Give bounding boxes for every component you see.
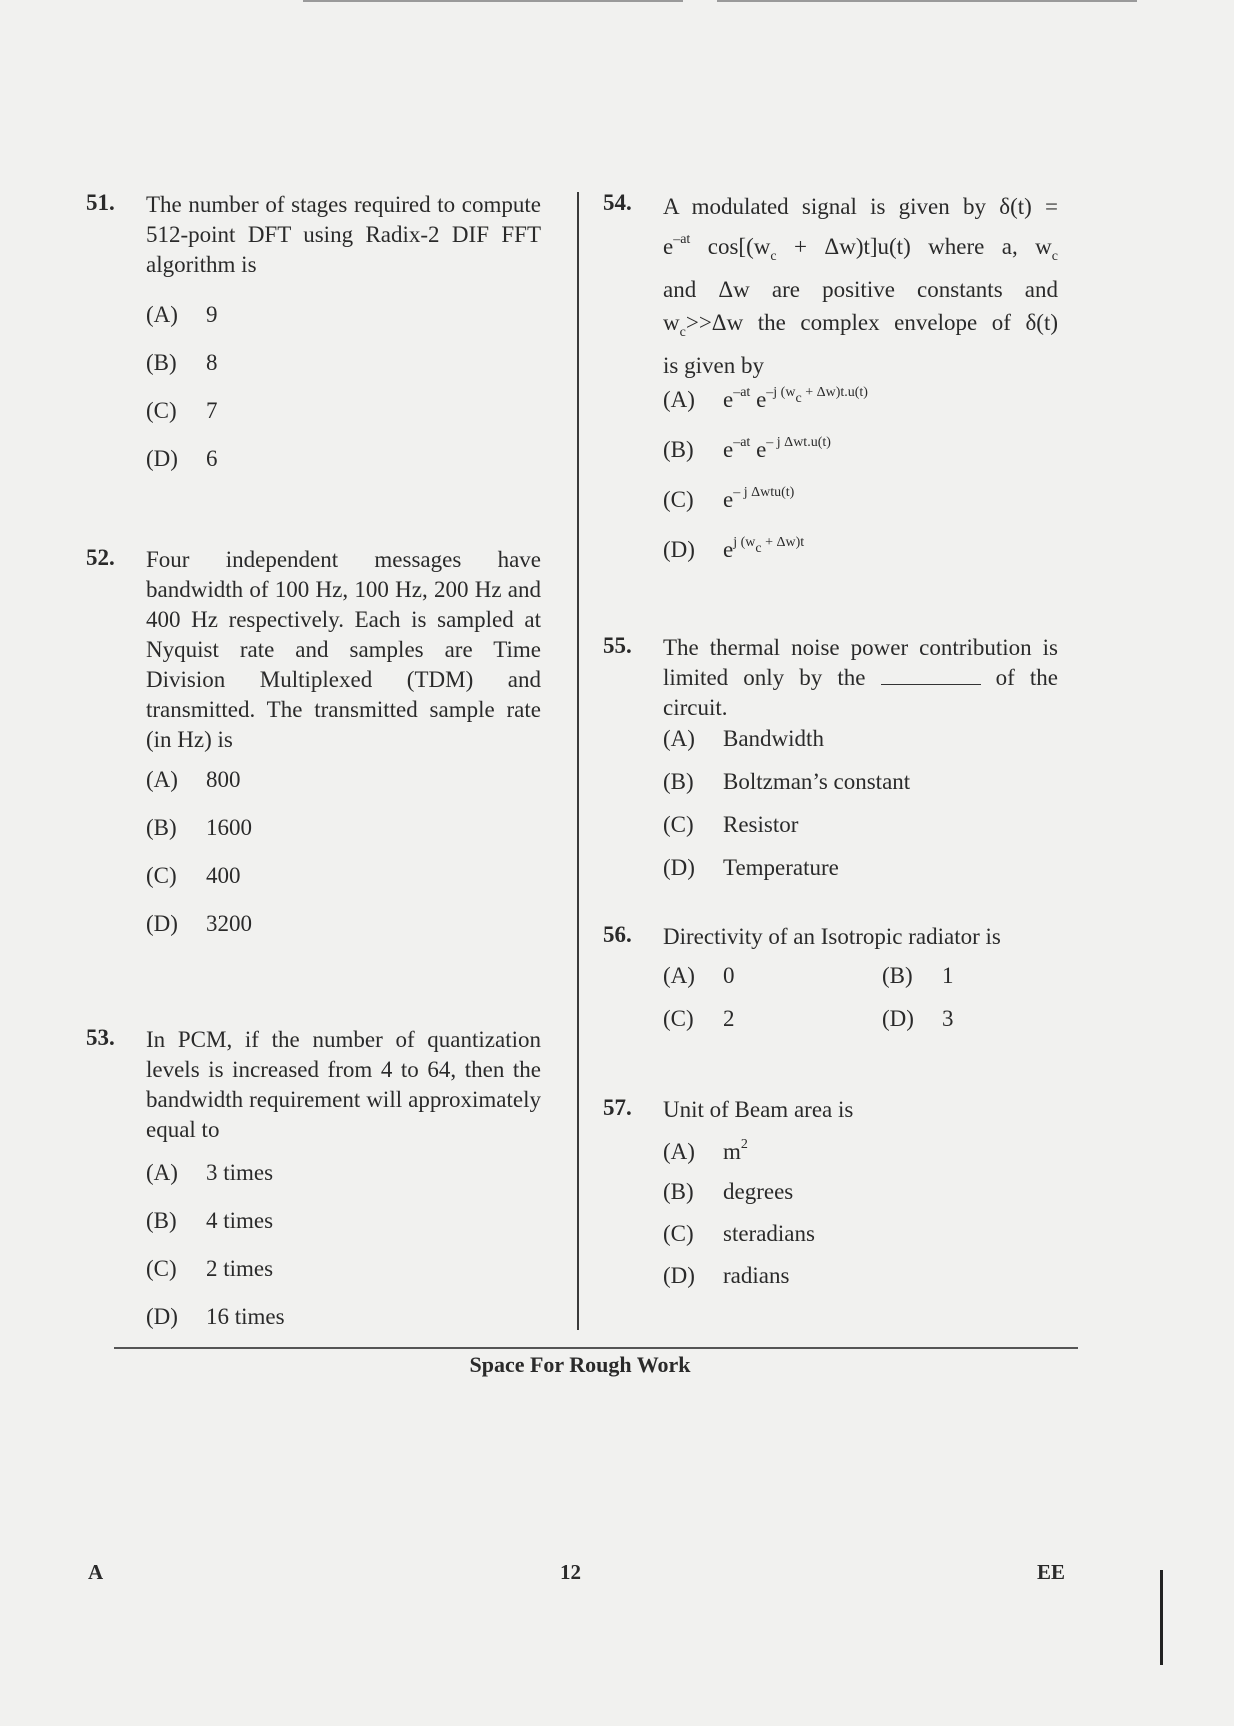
option-text: 7 (206, 398, 218, 423)
option-label: (D) (146, 911, 178, 936)
option-c[interactable] (663, 1221, 815, 1247)
option-b[interactable] (663, 435, 831, 463)
question-number: 53. (86, 1025, 115, 1050)
option-label: (C) (663, 1006, 694, 1031)
math-exp: 2 (740, 1137, 748, 1152)
option-text: steradians (723, 1221, 815, 1246)
option-label: (A) (146, 1160, 178, 1185)
option-label: (B) (146, 350, 177, 375)
scan-edge-mark (1160, 1570, 1163, 1665)
option-d[interactable] (663, 855, 839, 881)
option-text: Temperature (723, 855, 839, 880)
rough-work-divider (114, 1347, 1078, 1349)
option-label: (C) (663, 1221, 694, 1246)
rough-work-heading: Space For Rough Work (469, 1352, 691, 1377)
option-c[interactable] (146, 1256, 273, 1282)
question-text: The number of stages required to compute 512-point DFT using Radix-2 DIF FFT algorithm is (146, 192, 541, 277)
math-base: e (723, 537, 734, 562)
series-code: A (88, 1560, 104, 1584)
scan-edge-line (717, 0, 1137, 2)
option-text: Resistor (723, 812, 799, 837)
math-exp-part: + Δw)t.u(t) (801, 385, 868, 400)
scan-edge-line (303, 0, 683, 2)
question-56 (603, 922, 1058, 1031)
math-base: e (750, 437, 767, 462)
option-a[interactable] (146, 302, 218, 328)
math-base: e (723, 487, 734, 512)
option-text: 4 times (206, 1208, 274, 1233)
question-number: 54. (603, 190, 632, 215)
option-text (723, 1139, 748, 1164)
stem-part: + Δw)t]u(t) where a, w (776, 234, 1052, 259)
question-text-part: The thermal noise power contribution is limited only by the (663, 635, 1058, 690)
option-label: (C) (146, 863, 177, 888)
option-d[interactable] (663, 535, 804, 563)
option-text: 3200 (206, 911, 252, 936)
option-label: (C) (146, 398, 177, 423)
option-c[interactable] (146, 398, 218, 424)
stem-part: cos[(w (690, 234, 771, 259)
option-label: (A) (663, 387, 695, 412)
option-a[interactable] (663, 1137, 748, 1165)
option-text: 2 (723, 1006, 735, 1031)
option-d[interactable] (146, 446, 218, 472)
math-exp-part: –j (w (766, 385, 796, 400)
stem-part: w (663, 310, 680, 335)
option-c[interactable] (146, 863, 241, 889)
option-label: (C) (663, 812, 694, 837)
question-text: Unit of Beam area is (663, 1097, 854, 1122)
option-label: (A) (146, 767, 178, 792)
option-a[interactable] (146, 767, 241, 793)
option-label: (D) (663, 1263, 695, 1288)
question-57 (603, 1095, 1058, 1288)
option-d[interactable] (146, 911, 252, 937)
math-exp-sub: c (795, 391, 802, 406)
math-exp-part: j (w (733, 535, 756, 550)
math-exp (733, 535, 805, 556)
question-text: In PCM, if the number of quantization levels is increased from 4 to 64, then the bandwidth requirement will approximately equal to (146, 1027, 541, 1142)
option-text (723, 437, 831, 462)
option-text: 400 (206, 863, 241, 888)
question-number: 55. (603, 633, 632, 658)
option-d[interactable] (146, 1304, 285, 1330)
stem-line: A modulated signal is given by δ(t) = (663, 194, 1058, 219)
option-c[interactable] (663, 1006, 735, 1032)
option-c[interactable] (663, 812, 798, 838)
answer-blank (881, 666, 981, 685)
question-number: 52. (86, 545, 115, 570)
math-exp: –at (733, 385, 751, 400)
option-label: (B) (146, 815, 177, 840)
option-label: (D) (882, 1006, 914, 1031)
question-51 (86, 190, 541, 471)
stem-part: e (663, 234, 674, 259)
option-text: radians (723, 1263, 790, 1288)
math-exp: – j Δwt.u(t) (766, 435, 831, 450)
option-text: Boltzman’s constant (723, 769, 911, 794)
option-text: 1600 (206, 815, 252, 840)
option-b[interactable] (146, 350, 218, 376)
subject-code: EE (1037, 1560, 1066, 1584)
option-text (723, 387, 868, 412)
question-text (663, 190, 1058, 382)
question-55 (603, 633, 1059, 880)
option-text: 3 times (206, 1160, 274, 1185)
question-text-part: of the circuit. (663, 665, 1059, 720)
math-exp: – j Δwtu(t) (733, 485, 795, 500)
question-number: 57. (603, 1095, 632, 1120)
question-number: 56. (603, 922, 632, 947)
option-a[interactable] (663, 963, 735, 989)
option-text: 9 (206, 302, 218, 327)
math-exp: –at (733, 435, 751, 450)
option-b[interactable] (146, 1208, 273, 1234)
option-b[interactable] (663, 769, 910, 795)
option-c[interactable] (663, 485, 794, 513)
option-label: (A) (663, 726, 695, 751)
math-base: m (723, 1139, 741, 1164)
option-text (723, 537, 804, 562)
option-text (723, 487, 794, 512)
option-label: (B) (663, 1179, 694, 1204)
option-text: 3 (942, 1006, 954, 1031)
stem-part: –at (673, 232, 691, 247)
option-label: (B) (663, 769, 694, 794)
option-label: (A) (663, 1139, 695, 1164)
math-exp-part: + Δw)t (761, 535, 805, 550)
option-label: (D) (663, 855, 695, 880)
option-label: (A) (146, 302, 178, 327)
option-label: (D) (146, 1304, 178, 1329)
option-text: 6 (206, 446, 218, 471)
option-text: 1 (942, 963, 954, 988)
stem-line (663, 223, 1058, 273)
option-label: (C) (146, 1256, 177, 1281)
stem-line (663, 306, 1058, 349)
option-text: Bandwidth (723, 726, 824, 751)
option-label: (D) (663, 537, 695, 562)
option-text: 0 (723, 963, 735, 988)
stem-part: c (770, 249, 777, 264)
option-b[interactable] (882, 963, 954, 989)
stem-part: >>Δw the complex envelope of δ(t) (685, 310, 1058, 335)
option-a[interactable] (663, 726, 824, 752)
option-label: (B) (146, 1208, 177, 1233)
question-number: 51. (86, 190, 115, 215)
option-label: (A) (663, 963, 695, 988)
option-label: (D) (146, 446, 178, 471)
option-label: (B) (663, 437, 694, 462)
option-b[interactable] (663, 1179, 793, 1205)
option-text: 8 (206, 350, 218, 375)
column-divider (577, 192, 579, 1330)
option-a[interactable] (663, 385, 868, 413)
math-base: e (723, 437, 734, 462)
option-b[interactable] (146, 815, 252, 841)
option-d[interactable] (882, 1006, 954, 1032)
stem-part: c (1051, 249, 1059, 264)
math-base: e (750, 387, 767, 412)
option-text: 16 times (206, 1304, 285, 1329)
stem-line: is given by (663, 353, 764, 378)
math-exp-sub: c (755, 541, 762, 556)
math-base: e (723, 387, 734, 412)
option-text: degrees (723, 1179, 794, 1204)
math-exp (766, 385, 868, 406)
option-text: 2 times (206, 1256, 274, 1281)
question-text: Directivity of an Isotropic radiator is (663, 924, 1001, 949)
option-label: (C) (663, 487, 694, 512)
stem-part: c (679, 325, 686, 340)
page-number: 12 (560, 1560, 581, 1584)
option-text: 800 (206, 767, 241, 792)
question-53 (86, 1025, 541, 1329)
option-label: (B) (882, 963, 913, 988)
question-text: Four independent messages have bandwidth of 100 Hz, 100 Hz, 200 Hz and 400 Hz respectively. Each is sampled at Nyquist rate and samples are Time Division Multiplexed (TDM) and transmitted. The transmitted sample rate (in Hz) is (146, 547, 541, 752)
stem-line: and Δw are positive constants and (663, 277, 1058, 302)
option-d[interactable] (663, 1263, 789, 1289)
option-a[interactable] (146, 1160, 273, 1186)
question-text (663, 633, 1058, 723)
question-52 (86, 545, 541, 936)
